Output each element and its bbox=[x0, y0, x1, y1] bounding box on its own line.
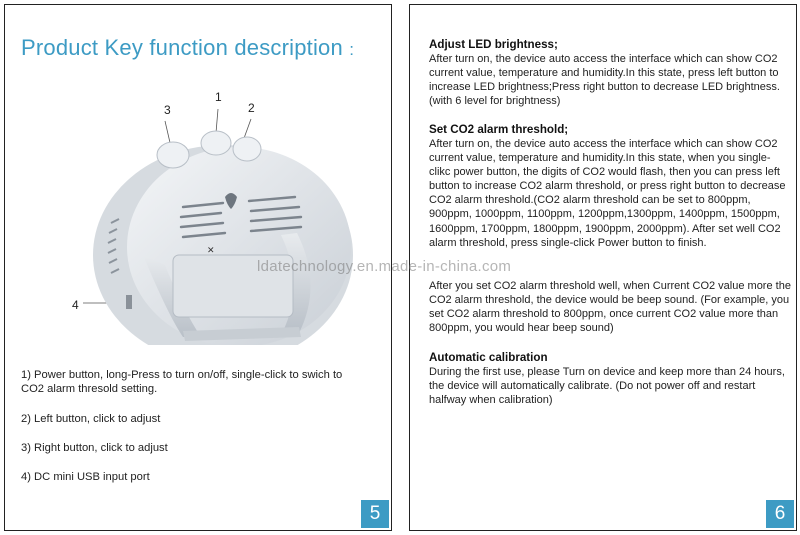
page-number-6: 6 bbox=[766, 500, 794, 528]
device-illustration bbox=[73, 105, 373, 345]
section-co2-threshold bbox=[429, 123, 791, 250]
watermark: ldatechnology.en.made-in-china.com bbox=[257, 258, 512, 275]
key-item-4: 4) DC mini USB input port bbox=[21, 471, 150, 483]
section-heading: Set CO2 alarm threshold; bbox=[429, 123, 569, 136]
section-calibration bbox=[429, 351, 791, 407]
key-item-1: 1) Power button, long-Press to turn on/off, single-click to swich to CO2 alarm thresold setting. bbox=[21, 369, 343, 395]
page-number-5: 5 bbox=[361, 500, 389, 528]
section-heading: Automatic calibration bbox=[429, 351, 548, 364]
callout-3: 3 bbox=[164, 103, 171, 117]
section-heading: Adjust LED brightness; bbox=[429, 38, 558, 51]
section-body: After turn on, the device auto access the interface which can show CO2 current value, temperature and humidity.In this state, when you single-clikc power button, the digits of CO2 would flash, then you can press left button to increase CO2 alarm threshold, or press right button to decrease CO2 alarm threshold.(CO2 alarm threshold can be set to 800ppm, 900ppm, 1000ppm, 1100ppm, 1200ppm,1300ppm, 1400ppm, 1500ppm, 1600ppm, 1700ppm, 1800ppm, 1900ppm, 2000ppm). After set well CO2 alarm threshold, press single-click Power button to finish. bbox=[429, 138, 786, 249]
callout-4: 4 bbox=[72, 298, 79, 312]
svg-text:✕: ✕ bbox=[207, 245, 215, 255]
left-button-icon bbox=[233, 137, 261, 161]
section-body: After you set CO2 alarm threshold well, when Current CO2 value more the CO2 alarm threshold, the device would be beep sound. (For example, you set CO2 alarm threshold to 800ppm, once current CO2 value more than 800ppm, you would hear beep sound) bbox=[429, 280, 791, 335]
right-button-icon bbox=[157, 142, 189, 168]
section-body: During the first use, please Turn on device and keep more than 24 hours, the device will automatically calibrate. (Do not power off and restart halfway when calibration) bbox=[429, 366, 785, 407]
key-item-3: 3) Right button, click to adjust bbox=[21, 442, 168, 454]
usb-port-icon bbox=[126, 295, 132, 309]
callout-1: 1 bbox=[215, 90, 222, 104]
leader-line-1 bbox=[216, 109, 218, 133]
page-title bbox=[21, 35, 354, 61]
key-item-2: 2) Left button, click to adjust bbox=[21, 413, 161, 425]
page-title-colon: : bbox=[349, 40, 355, 59]
section-body: After turn on, the device auto access the interface which can show CO2 current value, temperature and humidity.In this state, press left button to increase LED brightness;Press right button to decrease LED brightness.(with 6 level for brightness) bbox=[429, 53, 780, 108]
page-title-text: Product Key function description bbox=[21, 35, 343, 60]
section-led-brightness bbox=[429, 38, 791, 108]
power-button-icon bbox=[201, 131, 231, 155]
section-beep bbox=[429, 279, 791, 335]
callout-2: 2 bbox=[248, 101, 255, 115]
